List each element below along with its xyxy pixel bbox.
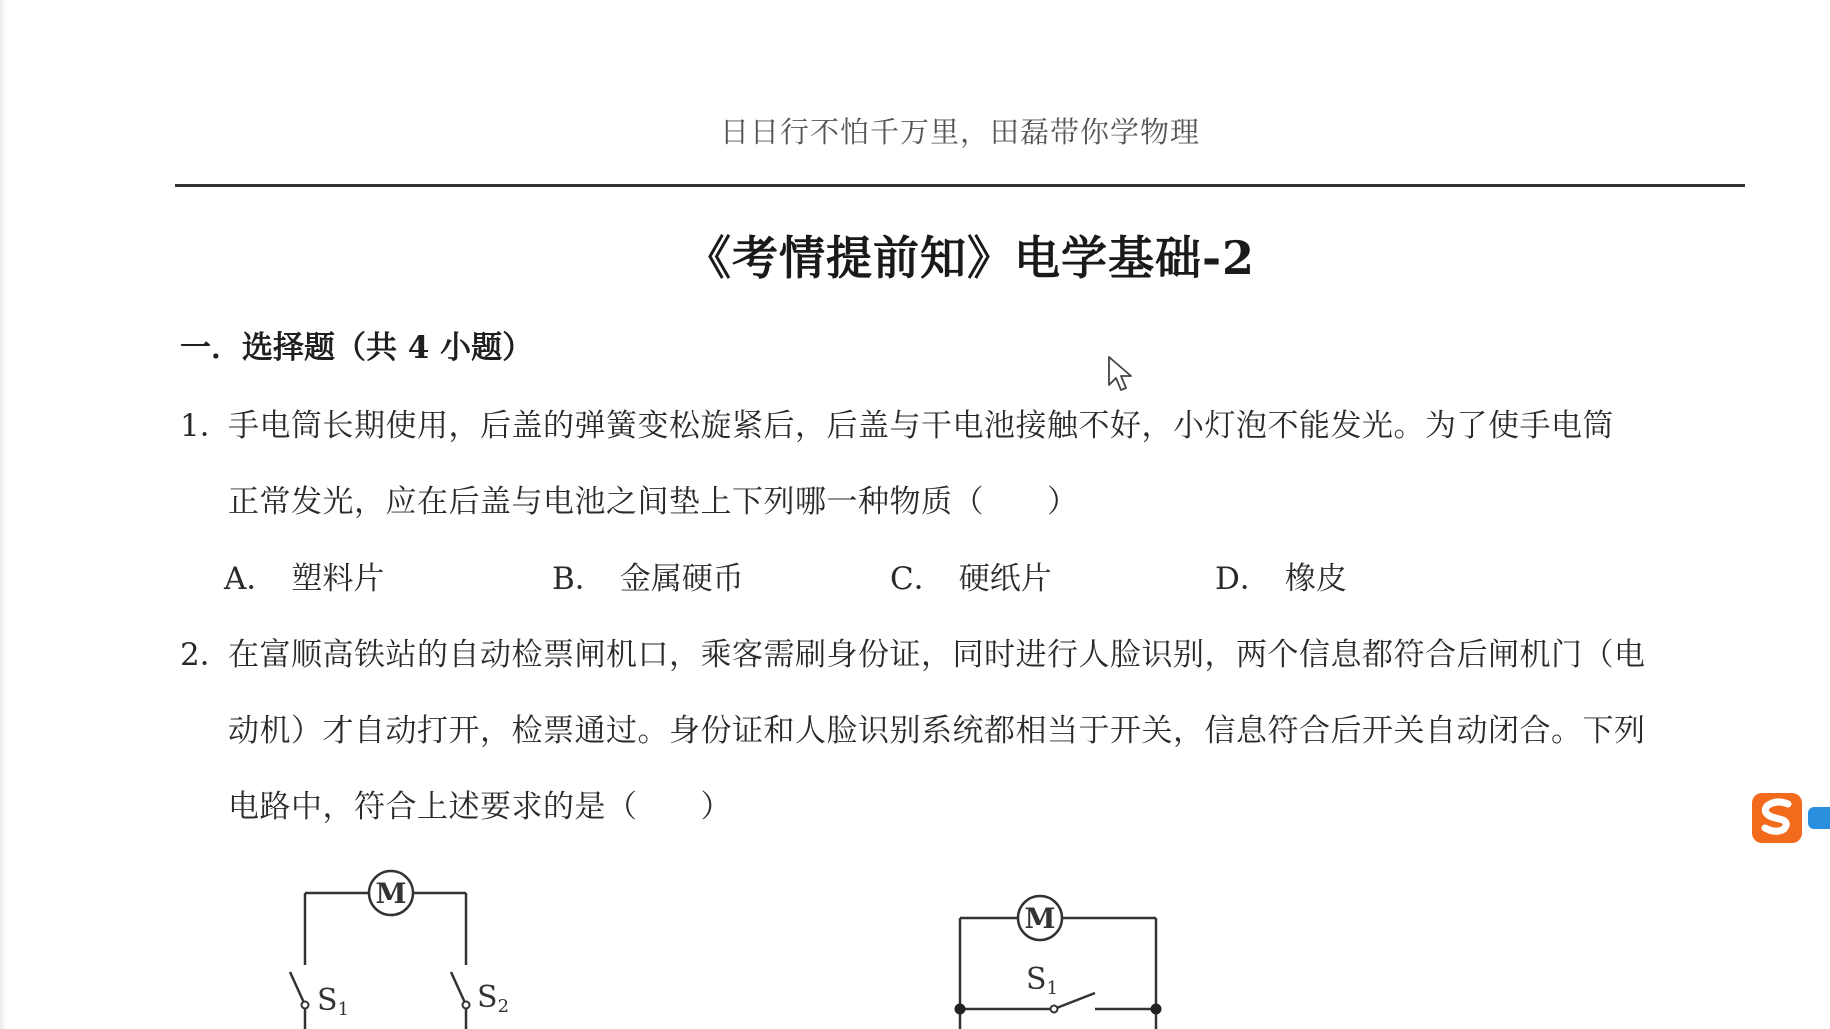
question-1-number: 1． <box>180 408 231 444</box>
mouse-pointer-icon <box>1107 355 1133 393</box>
switch-contact <box>1051 1006 1058 1013</box>
question-1-option-c <box>890 553 1052 598</box>
circuit-diagram-a <box>270 860 530 1029</box>
switch-contact <box>463 1002 470 1009</box>
option-label: C． <box>890 561 945 597</box>
sogou-ime-icon[interactable] <box>1750 787 1830 847</box>
switch-s1-label <box>317 983 349 1020</box>
junction-dot <box>955 1004 966 1015</box>
section-heading: 一．选择题（共 4 小题） <box>180 330 534 366</box>
junction-dot <box>1151 1004 1162 1015</box>
question-1-line-2: 正常发光，应在后盖与电池之间垫上下列哪一种物质（ ） <box>228 484 1079 520</box>
header-divider <box>175 184 1745 187</box>
document-title: 《考情提前知》电学基础-2 <box>684 231 1256 285</box>
switch-contact <box>302 1002 309 1009</box>
motor-label: M <box>375 877 407 910</box>
question-1-line-1: 手电筒长期使用，后盖的弹簧变松旋紧后，后盖与干电池接触不好，小灯泡不能发光。为了使手电筒 <box>228 408 1614 444</box>
switch-s1-label <box>1026 962 1058 999</box>
switch-subscript: 1 <box>337 999 350 1020</box>
switch-letter: S <box>477 980 498 1015</box>
option-label: B． <box>552 561 606 597</box>
switch-subscript: 1 <box>1046 978 1059 999</box>
question-1-option-a <box>224 553 384 598</box>
switch-letter: S <box>1026 962 1047 997</box>
page-shadow-edge <box>0 0 6 1029</box>
option-text: 橡皮 <box>1284 561 1347 597</box>
circuit-diagram-b <box>940 885 1180 1029</box>
question-2-line-3: 电路中，符合上述要求的是（ ） <box>228 789 732 825</box>
question-1-option-d <box>1215 553 1347 598</box>
header-motto: 日日行不怕千万里，田磊带你学物理 <box>719 115 1200 149</box>
switch-letter: S <box>317 983 338 1018</box>
option-text: 金属硬币 <box>619 561 744 597</box>
option-label: D． <box>1215 561 1271 597</box>
switch-s2-label <box>477 980 509 1017</box>
option-text: 塑料片 <box>291 561 385 597</box>
motor-label: M <box>1024 902 1056 935</box>
option-text: 硬纸片 <box>958 561 1052 597</box>
question-2-line-1: 在富顺高铁站的自动检票闸机口，乘客需刷身份证，同时进行人脸识别，两个信息都符合后闸机门（电 <box>228 637 1646 673</box>
question-1-option-b <box>552 553 744 598</box>
option-label: A． <box>224 561 278 597</box>
switch-subscript: 2 <box>497 996 510 1017</box>
question-2-line-2: 动机）才自动打开，检票通过。身份证和人脸识别系统都相当于开关，信息符合后开关自动闭合。下列 <box>228 713 1646 749</box>
question-2-number: 2． <box>180 637 231 673</box>
